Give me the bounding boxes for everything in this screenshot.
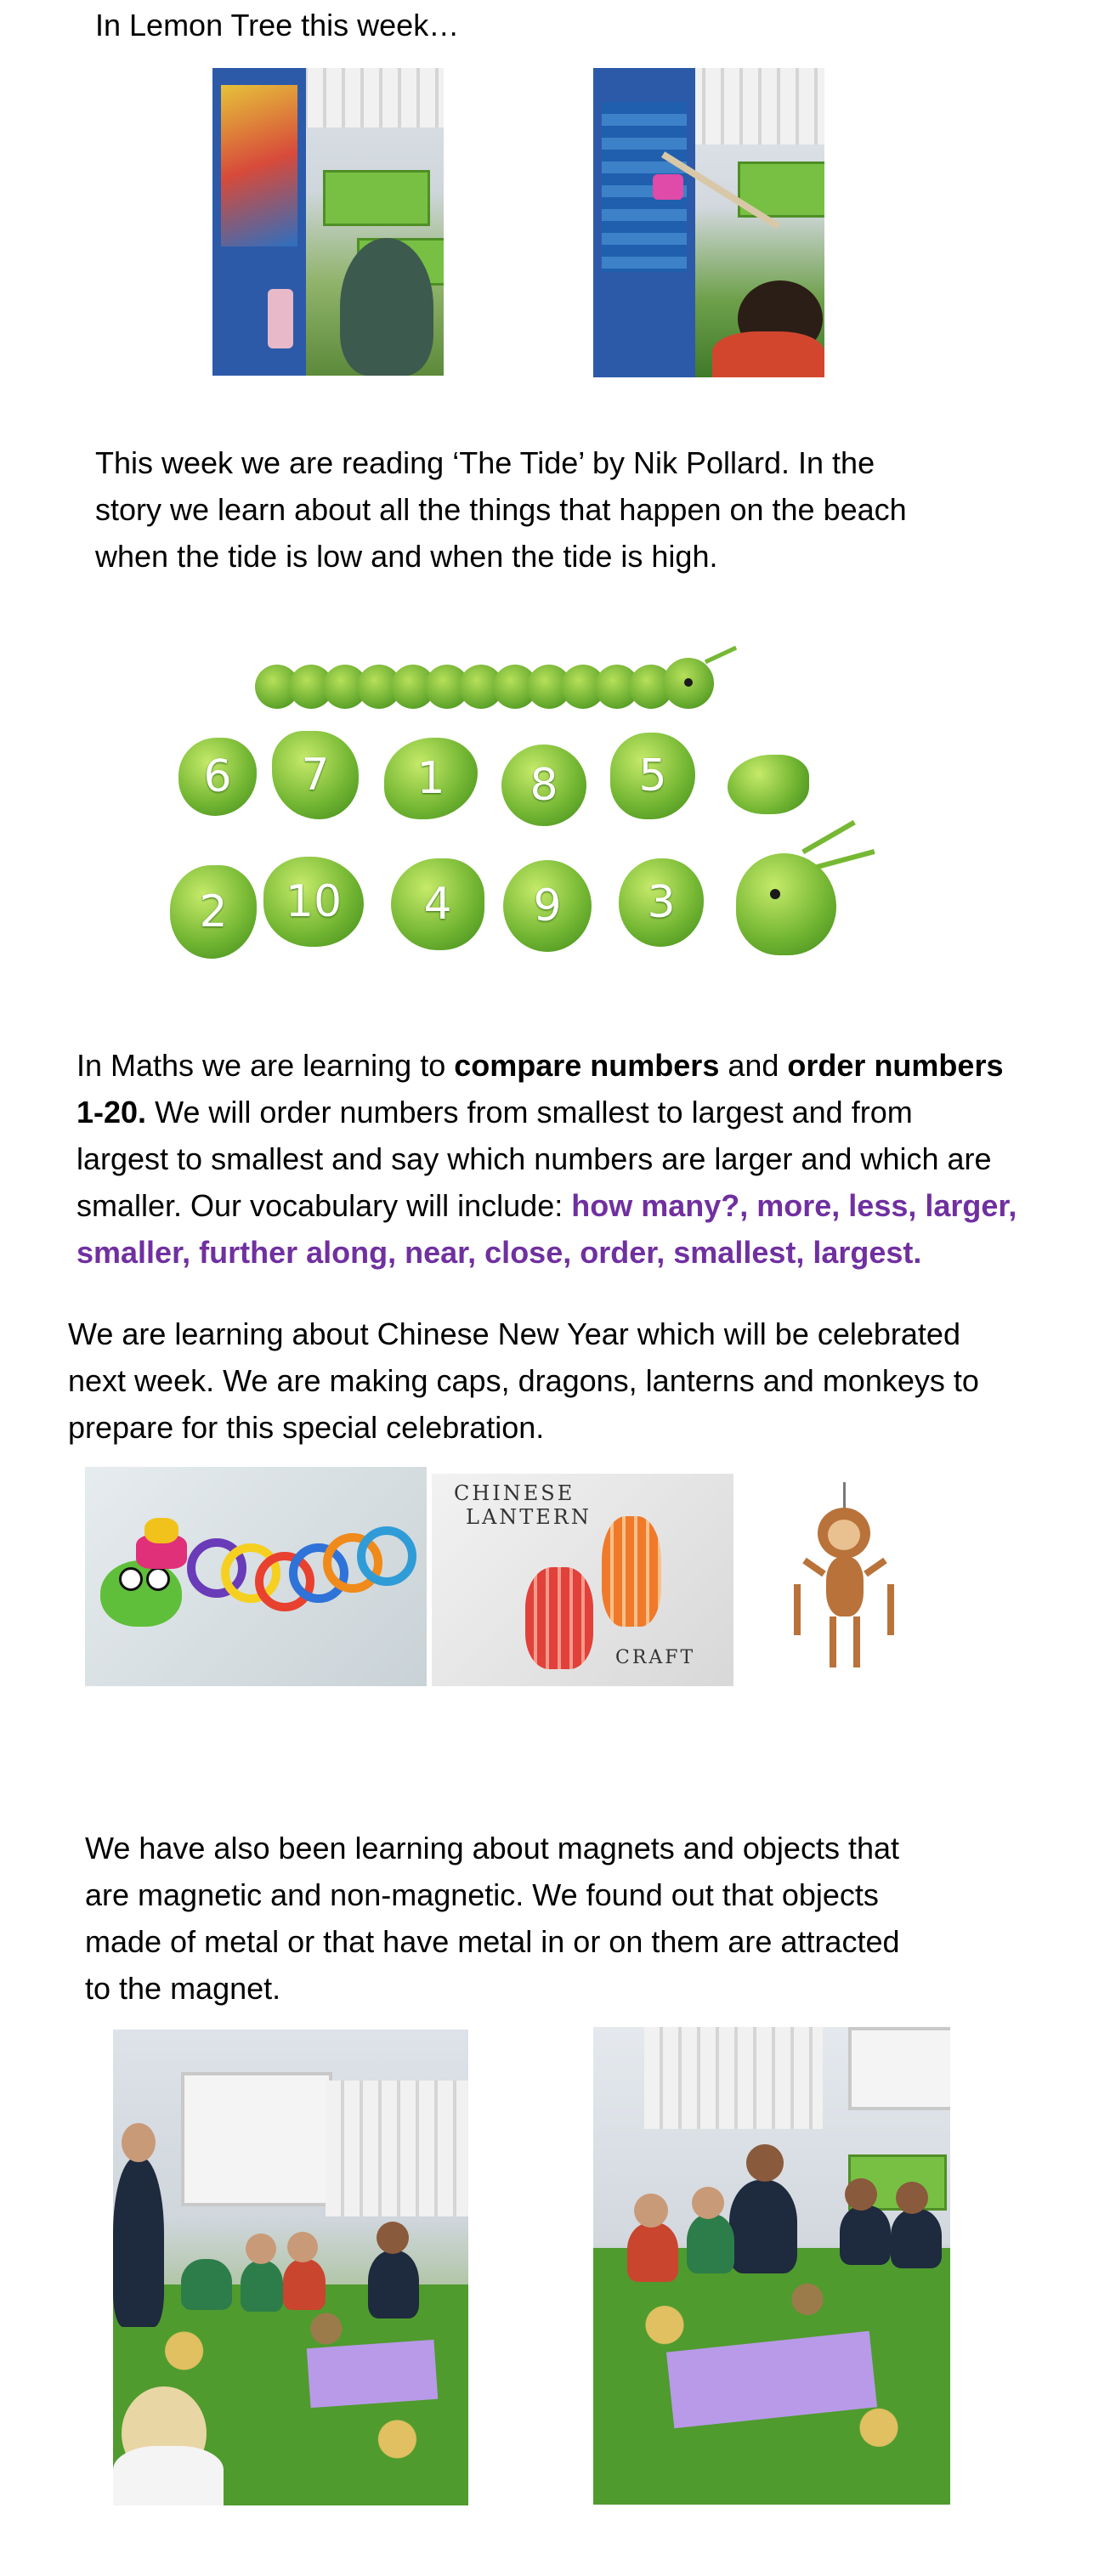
number-bean-6: 6 [203,751,232,802]
number-bean-4: 4 [423,879,452,930]
magnets-line-1: We have also been learning about magnets and objects that [85,1831,899,1865]
number-bean-2: 2 [199,886,228,937]
maths-vocabulary-line-5: smaller, further along, near, close, order, smallest, largest. [76,1235,922,1270]
number-bean-7: 7 [301,750,330,801]
maths-text: and [719,1048,788,1083]
photo-painting-easel-1 [212,68,444,376]
maths-text: We will order numbers from smallest to largest and from [146,1095,913,1129]
number-bean-9: 9 [533,880,562,931]
lantern-caption-chinese: CHINESE [454,1481,575,1505]
maths-compare-numbers: compare numbers [454,1048,720,1083]
maths-line-1 [76,1042,1003,1089]
caterpillar-number-image [136,646,884,969]
photo-paper-chain-dragon [85,1467,427,1686]
number-bean-5: 5 [638,750,667,801]
intro-title: In Lemon Tree this week… [95,8,460,42]
photo-painting-easel-2 [593,68,824,377]
maths-vocabulary: how many?, more, less, larger, [571,1188,1017,1223]
maths-line-2 [76,1089,913,1135]
number-bean-1: 1 [416,753,445,804]
cny-line-3: prepare for this special celebration. [68,1410,545,1445]
maths-range: 1-20. [76,1095,147,1129]
maths-text: smaller. Our vocabulary will include: [76,1188,572,1223]
lantern-caption-lantern: LANTERN [466,1505,592,1529]
number-bean-3: 3 [647,877,676,928]
maths-order-numbers: order numbers [787,1048,1004,1083]
cny-line-2: next week. We are making caps, dragons, lanterns and monkeys to [68,1363,979,1398]
magnets-line-2: are magnetic and non-magnetic. We found out that objects [85,1877,879,1912]
maths-text: In Maths we are learning to [76,1048,455,1083]
magnets-line-3: made of metal or that have metal in or on them are attracted [85,1924,900,1959]
maths-line-4 [76,1182,1017,1229]
photo-magnets-carpet-2 [593,2027,950,2505]
number-bean-8: 8 [530,760,558,811]
number-bean-10: 10 [285,876,343,927]
photo-chinese-lantern-craft [432,1474,733,1686]
maths-line-3: largest to smallest and say which numbers are larger and which are [76,1141,992,1176]
reading-line-3: when the tide is low and when the tide is high. [95,539,718,574]
photo-paper-monkey [785,1482,904,1683]
photo-magnets-carpet-1 [113,2030,468,2505]
cny-line-1: We are learning about Chinese New Year which will be celebrated [68,1316,960,1351]
magnets-line-4: to the magnet. [85,1971,281,2006]
reading-line-2: story we learn about all the things that happen on the beach [95,492,907,527]
lantern-caption-craft: CRAFT [615,1647,696,1668]
reading-line-1: This week we are reading ‘The Tide’ by Nik Pollard. In the [95,445,875,480]
